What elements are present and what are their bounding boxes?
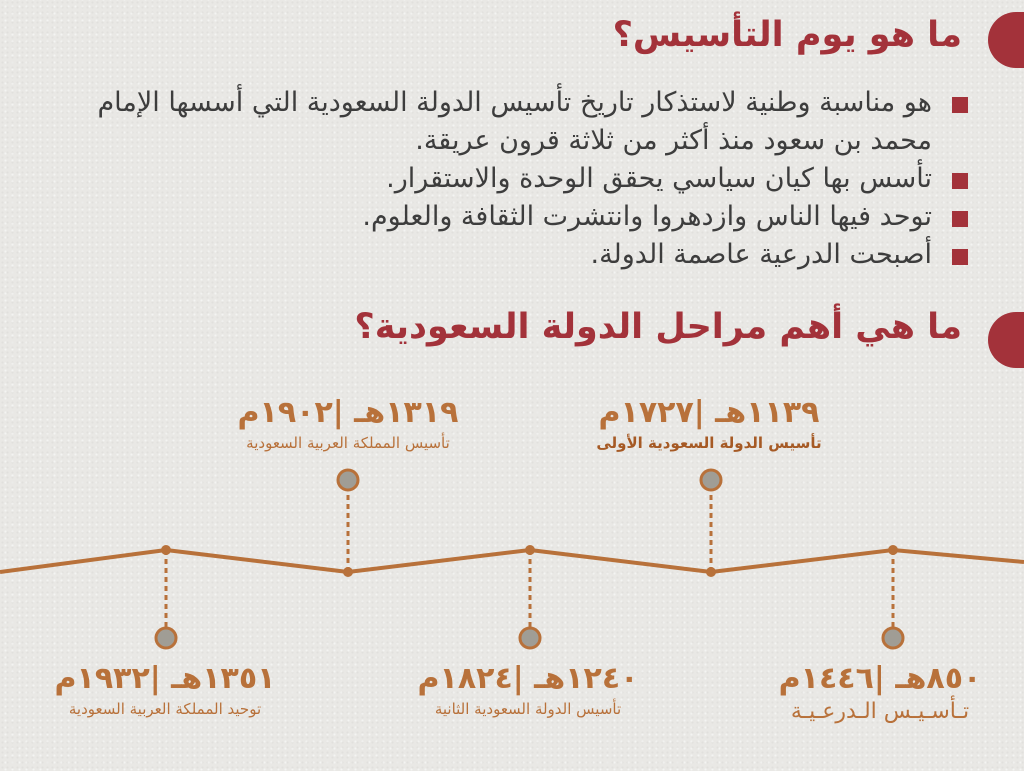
timeline-line bbox=[0, 550, 1024, 572]
node-1727 bbox=[701, 470, 721, 490]
joint-dot bbox=[706, 567, 716, 577]
event-diriyah-founding bbox=[720, 660, 1024, 726]
event-kingdom-unification bbox=[5, 660, 325, 720]
joint-dot bbox=[161, 545, 171, 555]
joint-dot bbox=[888, 545, 898, 555]
bullet-text: توحد فيها الناس وازدهروا وانتشرت الثقافة والعلوم. bbox=[362, 201, 932, 232]
joint-dot bbox=[343, 567, 353, 577]
event-first-state bbox=[549, 394, 869, 454]
joint-dot bbox=[525, 545, 535, 555]
event-date: ١٣١٩هـ |١٩٠٢م bbox=[237, 395, 459, 430]
section-title-state-stages: ما هي أهم مراحل الدولة السعودية؟ bbox=[354, 307, 962, 347]
event-date: ١٣٥١هـ |١٩٣٢م bbox=[54, 661, 276, 696]
node-1446 bbox=[883, 628, 903, 648]
bullet-text: تأسس بها كيان سياسي يحقق الوحدة والاستقرار. bbox=[386, 163, 932, 194]
event-kingdom-founding bbox=[188, 394, 508, 454]
event-label: توحيد المملكة العربية السعودية bbox=[68, 700, 262, 718]
event-second-state bbox=[368, 660, 688, 720]
event-label: تأسيس الدولة السعودية الأولى bbox=[596, 434, 822, 452]
timeline-connectors bbox=[166, 490, 893, 628]
event-date: ١١٣٩هـ |١٧٢٧م bbox=[598, 395, 820, 430]
event-date: ٨٥٠هـ |١٤٤٦م bbox=[778, 661, 982, 696]
bullet-text: هو مناسبة وطنية لاستذكار تاريخ تأسيس الدولة السعودية التي أسسها الإمام محمد بن سعود منذ أكثر من ثلاثة قرون عريقة. bbox=[97, 87, 932, 156]
event-label: تأسيس المملكة العربية السعودية bbox=[246, 434, 450, 452]
section-title-founding-day: ما هو يوم التأسيس؟ bbox=[612, 15, 962, 55]
node-1824 bbox=[520, 628, 540, 648]
node-1932 bbox=[156, 628, 176, 648]
event-label: تأسيس الدولة السعودية الثانية bbox=[434, 700, 622, 718]
node-1902 bbox=[338, 470, 358, 490]
bullet-text: أصبحت الدرعية عاصمة الدولة. bbox=[590, 239, 932, 270]
event-date: ١٢٤٠هـ |١٨٢٤م bbox=[417, 661, 639, 696]
event-label: تـأسـيـس الـدرعـيـة bbox=[790, 699, 970, 724]
